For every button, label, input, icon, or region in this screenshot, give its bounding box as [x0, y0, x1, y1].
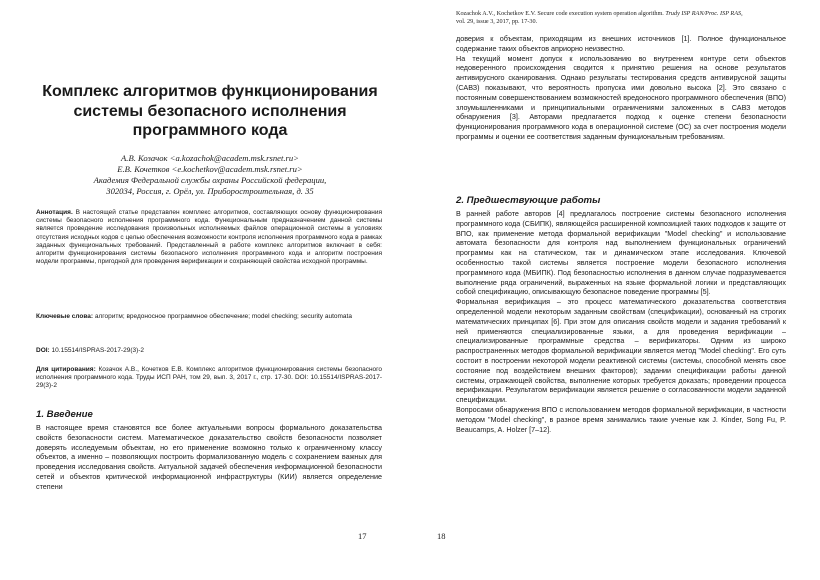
keywords-label: Ключевые слова:: [36, 313, 94, 320]
author-block: [30, 153, 390, 197]
keywords-text: алгоритм; вредоносное программное обеспечение; model checking; security automata: [94, 313, 352, 320]
paragraph: В настоящее время становятся все более актуальными вопросы формального доказательства свойств безопасности систем. Математическое доказательство свойств безопасности позволяет доверять исследуемым объектам, но его применение возможно только к ограниченному классу объектов, а именно – позволяющих построить формализованную модель с сохранением важных для проведения исследования свойств. Актуальной задачей обеспечения информационной безопасности сетей и объектов критической информационной инфраструктуры (КИИ) является определение степени: [36, 423, 382, 491]
page-number: 18: [437, 531, 446, 541]
paragraph: На текущий момент допуск к использованию во внутреннем контуре сети объектов недоверенного происхождения сводится к принятию решения на основе результатов антивирусного сканирования. Однако результаты тестирования средств антивирусной защиты (САВЗ) показывают, что вероятность пропуска ими довольно высока [2]. Это связано с постоянным совершенствованием возможностей вредоносного программного обеспечения (ВПО) злоумышленниками и принципиальными ограничениями заложенных в САВЗ методов обнаружения [3]. Авторами предлагается подход к оценке степени безопасности функционирования программного кода в операционной системе (ОС) за счет построения модели программы и оценки ее соответствия заданным функциональным требованиям.: [456, 53, 786, 141]
doi-text: 10.15514/ISPRAS-2017-29(3)-2: [51, 347, 145, 354]
section-heading-introduction: 1. Введение: [36, 409, 93, 420]
paragraph: Вопросами обнаружения ВПО с использованием методов формальной верификации, в частности методом "Model checking", в разное время занимались такие ученые как J. Kinder, Song Fu, P. Beaucamps, A. Holzer [7–12].: [456, 404, 786, 434]
doi-label: DOI:: [36, 347, 50, 354]
paragraph: доверия к объектам, приходящим из внешних источников [1]. Полное функциональное содержание таких объектов априорно неизвестно.: [456, 34, 786, 53]
introduction-body: [36, 423, 382, 523]
citation-label: Для цитирования:: [36, 366, 96, 373]
author-line: Е.В. Кочетков <e.kochetkov@academ.msk.rsnet.ru>: [117, 164, 303, 174]
citation-text: Козачок А.В., Кочетков Е.В. Комплекс алгоритмов функционирования системы безопасного исполнения программного кода. Труды ИСП РАН, том 29, вып. 3, 2017 г., стр. 17-30. DOI: 10.15514/ISPRAS-2017-29(3)-2: [36, 366, 382, 390]
paragraph: В ранней работе авторов [4] предлагалось построение системы безопасного исполнения программного кода (СБИПК), являющейся расширенной композицией таких подходов к защите от ВПО, как применение метода формальной верификации "Model checking" и использование автомата безопасности для контроля над выполнением функциональных ограничений программы как на статическом, так и динамическом этапе исследования. Ключевой особенностью такой системы является построение модели безопасного исполнения программного кода (МБИПК). Под безопасностью исполнения в данном случае подразумевается выполнение ряда ограничений, выраженных на языке формальной логики и представляющих собой спецификацию, описывающую безопасное поведение программы [5].: [456, 209, 786, 297]
right-page-top-text: [456, 34, 786, 194]
section-heading-previous-work: 2. Предшествующие работы: [456, 195, 601, 206]
citation: [36, 366, 382, 391]
paper-title: Комплекс алгоритмов функционирования системы безопасного исполнения программного кода: [42, 83, 378, 139]
abstract-label: Аннотация.: [36, 209, 73, 216]
running-head-volume: vol. 29, issue 3, 2017, pp. 17-30.: [456, 18, 538, 25]
abstract: [36, 209, 382, 266]
running-head-journal: Trudy ISP RAN/Proc. ISP RAS,: [665, 10, 743, 17]
author-line: А.В. Козачок <a.kozachok@academ.msk.rsnet.ru>: [121, 153, 299, 163]
abstract-text: В настоящей статье представлен комплекс алгоритмов, составляющих основу функционирования системы безопасного исполнения программного кода. Функциональным предназначением данной системы является проведение исследования произвольных исполняемых файлов операционной системы в условиях отсутствия исходных кодов с целью обеспечения возможности контроля исполнения программного кода в рамках заданных функциональных требований. Представленный в работе комплекс алгоритмов включает в себя: алгоритм функционирования системы безопасного исполнения программного кода и алгоритм построения модели программы, пригодной для проведения верификации и сохраняющей свойства исходной программы.: [36, 209, 383, 266]
running-head: [456, 10, 786, 26]
previous-work-body: [456, 209, 786, 519]
doi: [36, 347, 382, 355]
address-line: 302034, Россия, г. Орёл, ул. Приборостроительная, д. 35: [106, 186, 314, 196]
paragraph: Формальная верификация – это процесс математического доказательства соответствия определенной модели некоторым заданным свойствам (спецификации), основанный на строгих математических принципах [6]. При этом для описания свойств модели и задания требований к ней применяются специализированные языки, а для проведения верификации – специализированные программные средства – верификаторы. Одним из широко распространенных методов формальной верификации является метод "Model checking". Его суть состоит в построении некоторой модели реактивной системы (системы, способной менять свое состояние под воздействием внешних факторов); задании спецификации работы данной системы, отражающей свойства, выполнение которых требуется доказать; проведении процесса верификации. Результатом верификации является решение о согласованности модели заданной спецификации.: [456, 297, 786, 405]
page-number: 17: [358, 531, 367, 541]
keywords: [36, 313, 382, 321]
affiliation-line: Академия Федеральной службы охраны Российской федерации,: [93, 175, 327, 185]
running-head-authors: Kozachok A.V., Kochetkov E.V. Secure code execution system operation algorithm.: [456, 10, 664, 17]
